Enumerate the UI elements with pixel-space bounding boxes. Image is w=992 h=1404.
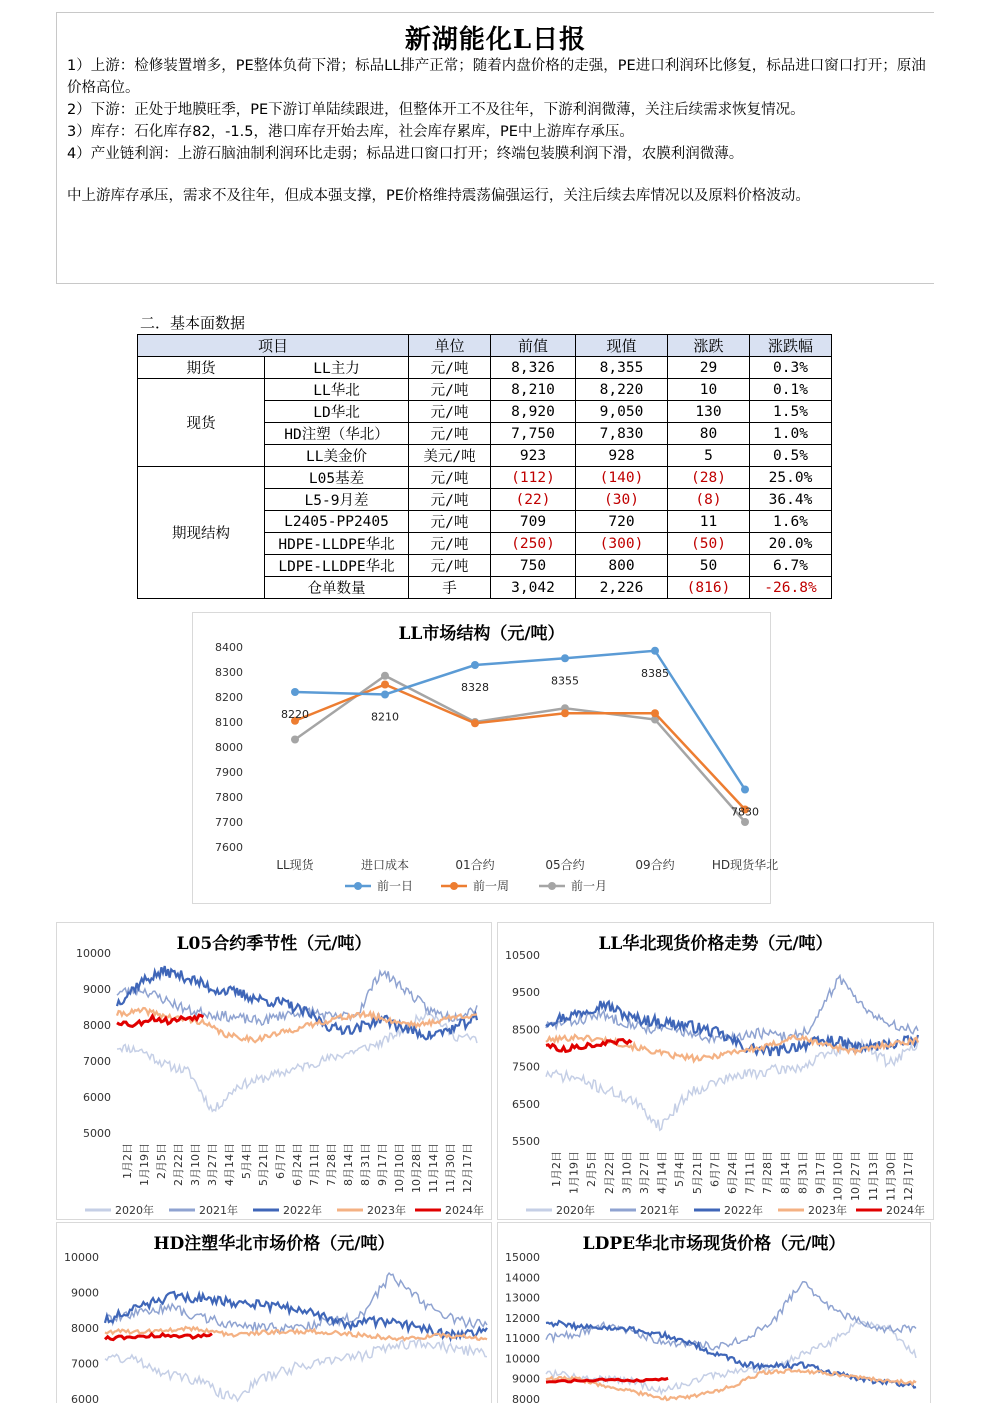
x-tick-label: 5月4日: [673, 1151, 687, 1187]
cell-curr: (30): [576, 489, 668, 511]
series-line-4: [105, 1334, 212, 1340]
x-tick-label: 1月2日: [550, 1151, 563, 1187]
chart-title: LL市场结构（元/吨）: [398, 624, 565, 644]
x-tick-label: 11月30日: [444, 1143, 457, 1193]
cell-prev: 3,042: [491, 577, 576, 599]
cell-item: HD注塑（华北）: [265, 423, 409, 445]
report-title: 新湖能化L日报: [404, 25, 587, 55]
y-tick-label: 13000: [505, 1291, 540, 1305]
x-tick-label: 9月17日: [814, 1151, 827, 1194]
cell-prev: 8,210: [491, 379, 576, 401]
inventory-paragraph: 3）库存：石化库存82，-1.5，港口库存开始去库，社会库存累库，PE中上游库存承压。: [67, 124, 634, 140]
cell-curr: 720: [576, 511, 668, 533]
row-group-label: 现货: [138, 379, 265, 467]
cell-unit: 元/吨: [409, 467, 491, 489]
y-tick-label: 8100: [215, 716, 243, 729]
cell-prev: 8,920: [491, 401, 576, 423]
cell-prev: 709: [491, 511, 576, 533]
cell-chg: 50: [668, 555, 750, 577]
legend-marker: [548, 882, 556, 890]
cell-pct: -26.8%: [750, 577, 832, 599]
cell-prev: (250): [491, 533, 576, 555]
cell-pct: 1.0%: [750, 423, 832, 445]
cell-pct: 1.5%: [750, 401, 832, 423]
cell-curr: 800: [576, 555, 668, 577]
market-structure-chart: [192, 612, 779, 904]
cell-curr: (140): [576, 467, 668, 489]
y-tick-label: 6000: [83, 1091, 111, 1104]
y-tick-label: 5500: [512, 1135, 540, 1148]
y-tick-label: 8500: [512, 1023, 540, 1037]
ll-spot-svg: [498, 923, 933, 1219]
cell-unit: 元/吨: [409, 555, 491, 577]
ll-spot-chart: [497, 922, 934, 1220]
ldpe-spot-chart: [497, 1222, 931, 1403]
y-tick-label: 9500: [512, 986, 540, 1000]
x-tick-label: 7月11日: [308, 1143, 321, 1186]
row-group-label: 期现结构: [138, 467, 265, 599]
legend-marker: [450, 882, 458, 890]
cell-curr: 8,220: [576, 379, 668, 401]
series-line-2: [295, 676, 745, 822]
data-point: [291, 736, 299, 744]
header-chg: 涨跌: [668, 335, 750, 357]
data-point: [741, 818, 749, 826]
cell-unit: 元/吨: [409, 379, 491, 401]
series-line-0: [117, 1012, 477, 1111]
legend-label: 前一周: [473, 879, 510, 893]
x-tick-label: HD现货华北: [711, 858, 779, 872]
cell-pct: 25.0%: [750, 467, 832, 489]
cell-pct: 0.1%: [750, 379, 832, 401]
data-point: [651, 647, 659, 655]
cell-pct: 0.3%: [750, 357, 832, 379]
cell-prev: 8,326: [491, 357, 576, 379]
y-tick-label: 11000: [505, 1332, 540, 1346]
cell-item: HDPE-LLDPE华北: [265, 533, 409, 555]
table-row: [138, 357, 832, 379]
cell-curr: 928: [576, 445, 668, 467]
y-tick-label: 8200: [215, 691, 243, 704]
y-tick-label: 8000: [83, 1019, 111, 1032]
ldpe-spot-svg: [498, 1223, 930, 1404]
cell-chg: 130: [668, 401, 750, 423]
cell-chg: (8): [668, 489, 750, 511]
series-line-1: [546, 1282, 916, 1350]
y-tick-label: 8000: [215, 741, 243, 754]
cell-item: LL华北: [265, 379, 409, 401]
legend-label: 2021年: [640, 1204, 679, 1217]
fundamentals-table: [137, 334, 832, 599]
data-point: [381, 681, 389, 689]
y-tick-label: 6000: [71, 1393, 99, 1404]
y-tick-label: 10000: [76, 947, 111, 960]
x-tick-label: 5月4日: [240, 1143, 253, 1179]
y-tick-label: 15000: [505, 1251, 540, 1264]
x-tick-label: 6月7日: [274, 1143, 287, 1179]
data-label: 7830: [731, 805, 759, 819]
x-tick-label: 1月2日: [121, 1143, 134, 1179]
y-tick-label: 8400: [215, 641, 243, 654]
legend-label: 2021年: [199, 1204, 238, 1217]
data-label: 8328: [461, 681, 489, 694]
x-tick-label: 3月10日: [620, 1151, 634, 1194]
cell-unit: 元/吨: [409, 511, 491, 533]
cell-pct: 36.4%: [750, 489, 832, 511]
cell-prev: 750: [491, 555, 576, 577]
y-tick-label: 7600: [215, 841, 243, 854]
cell-pct: 1.6%: [750, 511, 832, 533]
data-point: [741, 786, 749, 794]
x-tick-label: 2月22日: [172, 1143, 185, 1186]
legend-label: 2023年: [808, 1204, 847, 1217]
x-tick-label: 7月11日: [743, 1151, 757, 1194]
y-tick-label: 10000: [64, 1251, 99, 1264]
profit-paragraph: 4）产业链利润：上游石脑油制利润环比走弱；标品进口窗口打开；终端包装膜利润下滑，农膜利润微薄。: [67, 146, 744, 162]
cell-chg: 5: [668, 445, 750, 467]
x-tick-label: 11月13日: [866, 1151, 880, 1201]
y-tick-label: 7000: [83, 1055, 111, 1068]
table-row: [138, 379, 832, 401]
cell-prev: (22): [491, 489, 576, 511]
data-point: [651, 709, 659, 717]
x-tick-label: 8月31日: [359, 1143, 372, 1186]
table-header-row: [138, 335, 832, 357]
legend-label: 2024年: [886, 1204, 925, 1217]
cell-item: L2405-PP2405: [265, 511, 409, 533]
x-tick-label: 8月14日: [342, 1143, 355, 1186]
cell-item: LDPE-LLDPE华北: [265, 555, 409, 577]
x-tick-label: 3月27日: [206, 1143, 219, 1186]
cell-unit: 元/吨: [409, 489, 491, 511]
x-tick-label: LL现货: [276, 858, 314, 872]
data-point: [381, 672, 389, 680]
chart-title: HD注塑华北市场价格（元/吨）: [153, 1234, 395, 1254]
x-tick-label: 05合约: [545, 858, 585, 872]
x-tick-label: 09合约: [635, 858, 675, 872]
cell-chg: 80: [668, 423, 750, 445]
y-tick-label: 10500: [505, 949, 540, 962]
section-title: 二．基本面数据: [140, 314, 246, 332]
x-tick-label: 1月19日: [138, 1143, 151, 1186]
y-tick-label: 6500: [512, 1097, 540, 1111]
cell-item: LL主力: [265, 357, 409, 379]
hd-injection-chart: [56, 1222, 492, 1403]
data-point: [471, 661, 479, 669]
x-tick-label: 2月5日: [155, 1143, 168, 1179]
x-tick-label: 4月14日: [655, 1151, 669, 1194]
y-tick-label: 12000: [505, 1311, 540, 1325]
hd-injection-svg: [57, 1223, 491, 1404]
x-tick-label: 10月10日: [831, 1151, 845, 1201]
x-tick-label: 6月24日: [291, 1143, 304, 1186]
header-prev: 前值: [491, 335, 576, 357]
x-tick-label: 5月21日: [690, 1151, 704, 1194]
y-tick-label: 7800: [215, 791, 243, 804]
y-tick-label: 7900: [215, 766, 243, 779]
data-point: [291, 688, 299, 696]
x-tick-label: 4月14日: [223, 1143, 236, 1186]
y-tick-label: 7700: [215, 816, 243, 829]
data-label: 8220: [281, 708, 309, 721]
cell-unit: 美元/吨: [409, 445, 491, 467]
y-tick-label: 9000: [71, 1286, 99, 1300]
cell-chg: 29: [668, 357, 750, 379]
cell-prev: 7,750: [491, 423, 576, 445]
cell-unit: 元/吨: [409, 357, 491, 379]
data-point: [561, 654, 569, 662]
header-unit: 单位: [409, 335, 491, 357]
cell-chg: (28): [668, 467, 750, 489]
y-tick-label: 14000: [505, 1271, 540, 1285]
x-tick-label: 6月7日: [708, 1151, 722, 1187]
legend-label: 前一日: [377, 879, 414, 893]
x-tick-label: 11月30日: [884, 1151, 898, 1201]
table-row: [138, 467, 832, 489]
x-tick-label: 12月17日: [902, 1151, 915, 1201]
legend-label: 2022年: [283, 1204, 322, 1217]
x-tick-label: 8月14日: [778, 1151, 792, 1194]
cell-unit: 元/吨: [409, 401, 491, 423]
data-point: [381, 691, 389, 699]
x-tick-label: 01合约: [455, 858, 495, 872]
cell-unit: 元/吨: [409, 533, 491, 555]
legend-label: 2022年: [724, 1204, 763, 1217]
cell-chg: (816): [668, 577, 750, 599]
x-tick-label: 5月21日: [257, 1143, 270, 1186]
cell-unit: 手: [409, 577, 491, 599]
conclusion-paragraph: 中上游库存承压，需求不及往年，但成本强支撑，PE价格维持震荡偏强运行，关注后续去库情况以及原料价格波动。: [67, 188, 810, 204]
x-tick-label: 11月14日: [427, 1143, 440, 1193]
legend-label: 2024年: [445, 1204, 484, 1217]
cell-curr: 9,050: [576, 401, 668, 423]
chart-title: L05合约季节性（元/吨）: [176, 934, 372, 954]
data-label: 8385: [641, 666, 669, 680]
legend-label: 前一月: [571, 879, 608, 893]
legend-label: 2020年: [556, 1204, 595, 1217]
cell-item: LL美金价: [265, 445, 409, 467]
y-tick-label: 5000: [83, 1127, 111, 1140]
y-tick-label: 9000: [512, 1372, 540, 1386]
cell-pct: 20.0%: [750, 533, 832, 555]
cell-prev: 923: [491, 445, 576, 467]
x-tick-label: 9月17日: [376, 1143, 389, 1186]
header-curr: 现值: [576, 335, 668, 357]
x-tick-label: 7月28日: [761, 1151, 775, 1194]
data-point: [561, 709, 569, 717]
cell-chg: (50): [668, 533, 750, 555]
cell-item: L05基差: [265, 467, 409, 489]
summary-panel: [56, 12, 934, 284]
x-tick-label: 7月28日: [325, 1143, 338, 1186]
y-tick-label: 8000: [71, 1322, 99, 1335]
series-line-3: [546, 1369, 916, 1400]
x-tick-label: 1月19日: [567, 1151, 581, 1194]
y-tick-label: 10000: [505, 1352, 540, 1366]
x-tick-label: 3月27日: [638, 1151, 651, 1194]
cell-chg: 11: [668, 511, 750, 533]
x-tick-label: 3月10日: [189, 1143, 202, 1186]
x-tick-label: 进口成本: [360, 858, 410, 872]
header-pct: 涨跌幅: [750, 335, 832, 357]
y-tick-label: 8300: [215, 666, 243, 679]
legend-marker: [354, 882, 362, 890]
cell-item: 仓单数量: [265, 577, 409, 599]
l05-seasonality-svg: [57, 923, 491, 1219]
x-tick-label: 10月28日: [410, 1143, 423, 1193]
x-tick-label: 12月17日: [461, 1143, 474, 1193]
cell-pct: 0.5%: [750, 445, 832, 467]
x-tick-label: 6月24日: [726, 1151, 739, 1194]
cell-curr: 2,226: [576, 577, 668, 599]
y-tick-label: 7000: [71, 1357, 99, 1371]
cell-item: L5-9月差: [265, 489, 409, 511]
cell-unit: 元/吨: [409, 423, 491, 445]
chart-title: LL华北现货价格走势（元/吨）: [598, 934, 833, 954]
legend-label: 2020年: [115, 1204, 154, 1217]
series-line-0: [105, 1339, 487, 1401]
legend-label: 2023年: [367, 1204, 406, 1217]
upstream-paragraph: 1）上游：检修装置增多，PE整体负荷下滑；标品LL排产正常；随着内盘价格的走强，PE进口利润环比修复，标品进口窗口打开；原油价格高位。: [67, 58, 926, 96]
market-structure-svg: [193, 613, 779, 903]
header-item: 项目: [138, 335, 409, 357]
l05-seasonality-chart: [56, 922, 492, 1220]
x-tick-label: 8月31日: [796, 1151, 810, 1194]
data-label: 8355: [551, 674, 579, 688]
data-point: [471, 719, 479, 727]
cell-prev: (112): [491, 467, 576, 489]
x-tick-label: 10月10日: [393, 1143, 406, 1193]
cell-curr: 8,355: [576, 357, 668, 379]
cell-pct: 6.7%: [750, 555, 832, 577]
series-line-0: [295, 651, 745, 790]
y-tick-label: 7500: [512, 1060, 540, 1074]
x-tick-label: 10月27日: [849, 1151, 863, 1201]
cell-curr: (300): [576, 533, 668, 555]
data-label: 8210: [371, 710, 399, 724]
cell-curr: 7,830: [576, 423, 668, 445]
x-tick-label: 2月5日: [585, 1151, 599, 1187]
y-tick-label: 9000: [83, 983, 111, 996]
x-tick-label: 2月22日: [602, 1151, 616, 1194]
downstream-paragraph: 2）下游：正处于地膜旺季，PE下游订单陆续跟进，但整体开工不及往年，下游利润微薄，关注后续需求恢复情况。: [67, 102, 805, 118]
cell-item: LD华北: [265, 401, 409, 423]
cell-chg: 10: [668, 379, 750, 401]
y-tick-label: 8000: [512, 1393, 540, 1404]
row-group-label: 期货: [138, 357, 265, 379]
chart-title: LDPE华北市场现货价格（元/吨）: [582, 1234, 846, 1254]
